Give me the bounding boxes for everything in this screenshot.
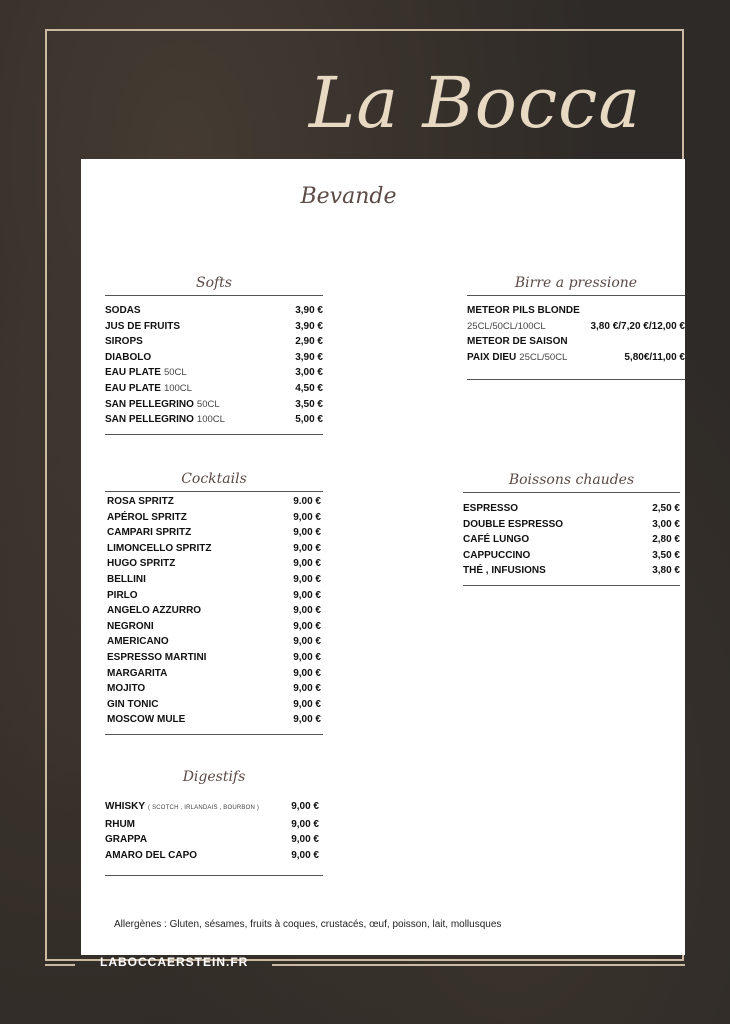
item-price: 9,00 € bbox=[291, 849, 319, 861]
digestifs-title: Digestifs bbox=[182, 769, 246, 785]
menu-item: PAIX DIEU 25CL/50CL 5,80€/11,00 € bbox=[467, 350, 685, 366]
menu-item: EAU PLATE 100CL 4,50 € bbox=[105, 381, 323, 397]
item-price: 9,00 € bbox=[293, 589, 321, 601]
item-price: 9,00 € bbox=[291, 834, 319, 846]
menu-item: NEGRONI 9,00 € bbox=[107, 619, 321, 635]
menu-item: ESPRESSO MARTINI 9,00 € bbox=[107, 650, 321, 666]
menu-item: CAFÉ LUNGO 2,80 € bbox=[463, 532, 680, 548]
item-price: 9,00 € bbox=[293, 527, 321, 539]
item-price: 9.00 € bbox=[293, 496, 321, 507]
menu-item: BELLINI 9,00 € bbox=[107, 572, 321, 588]
divider bbox=[467, 379, 685, 380]
menu-item: AMARO DEL CAPO 9,00 € bbox=[105, 848, 319, 864]
menu-item: 25CL/50CL/100CL 3,80 €/7,20 €/12,00 € bbox=[467, 319, 685, 335]
birre-section bbox=[467, 275, 685, 380]
item-price: 9,00 € bbox=[293, 573, 321, 585]
menu-item: GRAPPA 9,00 € bbox=[105, 832, 319, 848]
menu-item: SODAS 3,90 € bbox=[105, 303, 323, 319]
menu-item: WHISKY ( SCOTCH , IRLANDAIS , BOURBON ) 9,00 € bbox=[105, 799, 319, 817]
cocktails-section bbox=[105, 471, 323, 735]
item-price: 3,80 €/7,20 €/12,00 € bbox=[590, 320, 685, 332]
item-price: 3,00 € bbox=[295, 367, 323, 379]
item-price: 3,00 € bbox=[652, 518, 680, 530]
menu-item: ESPRESSO 2,50 € bbox=[463, 501, 680, 517]
softs-list bbox=[105, 296, 323, 434]
divider bbox=[463, 585, 680, 586]
softs-section bbox=[105, 275, 323, 435]
item-price: 9,00 € bbox=[293, 511, 321, 523]
item-price: 9,00 € bbox=[293, 558, 321, 570]
cocktails-list bbox=[105, 492, 323, 734]
chaudes-title: Boissons chaudes bbox=[508, 472, 635, 488]
item-price: 2,80 € bbox=[652, 534, 680, 546]
digestifs-section bbox=[105, 769, 323, 876]
item-price: 9,00 € bbox=[293, 605, 321, 617]
footer-divider bbox=[272, 964, 685, 966]
menu-item: SAN PELLEGRINO 50CL 3,50 € bbox=[105, 397, 323, 413]
item-price: 5,00 € bbox=[295, 414, 323, 426]
item-price: 2,90 € bbox=[295, 336, 323, 348]
footer-divider bbox=[45, 964, 75, 966]
menu-item: MOSCOW MULE 9,00 € bbox=[107, 712, 321, 728]
page-subtitle: Bevande bbox=[300, 184, 397, 209]
item-price: 9,00 € bbox=[293, 714, 321, 726]
menu-item: LIMONCELLO SPRITZ 9,00 € bbox=[107, 541, 321, 557]
menu-item: MARGARITA 9,00 € bbox=[107, 666, 321, 682]
chaudes-list bbox=[463, 493, 680, 585]
menu-item: DIABOLO 3,90 € bbox=[105, 350, 323, 366]
divider bbox=[105, 875, 323, 876]
menu-item: THÉ , INFUSIONS 3,80 € bbox=[463, 563, 680, 579]
item-price: 4,50 € bbox=[295, 382, 323, 394]
item-price: 9,00 € bbox=[293, 698, 321, 710]
item-price: 9,00 € bbox=[293, 636, 321, 648]
allergens-note: Allergènes : Gluten, sésames, fruits à coques, crustacés, œuf, poisson, lait, mollusques bbox=[114, 919, 502, 930]
divider bbox=[105, 434, 323, 435]
menu-item: JUS DE FRUITS 3,90 € bbox=[105, 319, 323, 335]
website-link[interactable]: LABOCCAERSTEIN.FR bbox=[100, 955, 249, 969]
item-price: 9,00 € bbox=[293, 667, 321, 679]
menu-item: PIRLO 9,00 € bbox=[107, 588, 321, 604]
item-price: 9,00 € bbox=[291, 818, 319, 830]
menu-item: ROSA SPRITZ 9.00 € bbox=[107, 494, 321, 510]
menu-item: RHUM 9,00 € bbox=[105, 817, 319, 833]
menu-item: METEOR DE SAISON bbox=[467, 336, 568, 348]
menu-item: CAPPUCCINO 3,50 € bbox=[463, 548, 680, 564]
brand-logo: La Bocca bbox=[308, 62, 642, 144]
menu-item: HUGO SPRITZ 9,00 € bbox=[107, 556, 321, 572]
menu-item: SIROPS 2,90 € bbox=[105, 334, 323, 350]
menu-item: ANGELO AZZURRO 9,00 € bbox=[107, 603, 321, 619]
item-price: 9,00 € bbox=[293, 683, 321, 695]
menu-item: GIN TONIC 9,00 € bbox=[107, 697, 321, 713]
menu-item: APÉROL SPRITZ 9,00 € bbox=[107, 510, 321, 526]
menu-item: METEOR PILS BLONDE bbox=[467, 305, 580, 316]
digestifs-list bbox=[105, 799, 323, 875]
menu-item: CAMPARI SPRITZ 9,00 € bbox=[107, 525, 321, 541]
birre-list bbox=[467, 296, 685, 379]
menu-item: SAN PELLEGRINO 100CL 5,00 € bbox=[105, 412, 323, 428]
item-price: 9,00 € bbox=[293, 651, 321, 663]
item-price: 3,50 € bbox=[652, 549, 680, 561]
birre-title: Birre a pressione bbox=[514, 275, 638, 291]
item-price: 2,50 € bbox=[652, 503, 680, 514]
chaudes-section bbox=[463, 472, 680, 586]
cocktails-title: Cocktails bbox=[181, 471, 247, 487]
item-price: 3,50 € bbox=[295, 398, 323, 410]
menu-item: EAU PLATE 50CL 3,00 € bbox=[105, 365, 323, 381]
item-price: 9,00 € bbox=[293, 542, 321, 554]
item-price: 9,00 € bbox=[291, 801, 319, 812]
menu-item: AMERICANO 9,00 € bbox=[107, 634, 321, 650]
divider bbox=[105, 734, 323, 735]
softs-title: Softs bbox=[195, 275, 232, 291]
item-price: 3,80 € bbox=[652, 565, 680, 577]
item-price: 3,90 € bbox=[295, 320, 323, 332]
item-price: 5,80€/11,00 € bbox=[624, 351, 685, 363]
menu-panel bbox=[81, 159, 685, 955]
item-price: 9,00 € bbox=[293, 620, 321, 632]
item-price: 3,90 € bbox=[295, 305, 323, 316]
item-price: 3,90 € bbox=[295, 351, 323, 363]
menu-item: MOJITO 9,00 € bbox=[107, 681, 321, 697]
menu-item: DOUBLE ESPRESSO 3,00 € bbox=[463, 517, 680, 533]
